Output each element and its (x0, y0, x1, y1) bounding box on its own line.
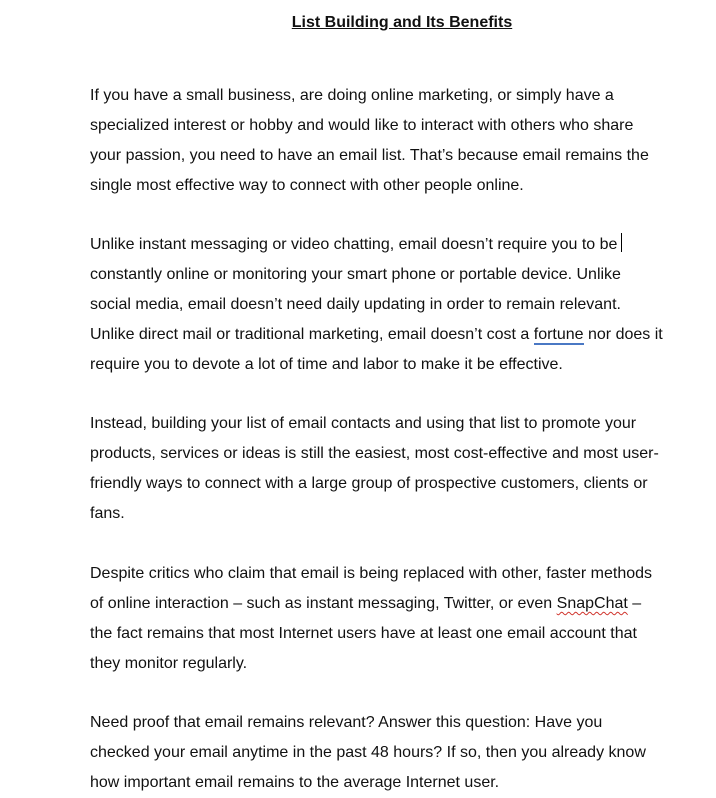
misspelled-word[interactable]: SnapChat (556, 595, 628, 612)
paragraph-line-text: Unlike direct mail or traditional marketing, email doesn’t cost a (90, 326, 534, 343)
document-title: List Building and Its Benefits (291, 14, 513, 31)
text-cursor (621, 233, 622, 252)
paragraph-line-text: – (627, 595, 642, 612)
paragraph-line-text: of online interaction – such as instant messaging, Twitter, or even (90, 595, 557, 612)
paragraph-line: the fact remains that most Internet users have at least one email account that (90, 625, 637, 642)
paragraph-1 (90, 81, 716, 201)
paragraph-line-with-marked-word (90, 320, 716, 350)
paragraph-line: your passion, you need to have an email list. That’s because email remains the (90, 147, 649, 164)
paragraph-line: friendly ways to connect with a large group of prospective customers, clients or (90, 475, 648, 492)
paragraph-4 (90, 559, 716, 679)
paragraph-line: constantly online or monitoring your smart phone or portable device. Unlike (90, 266, 621, 283)
paragraph-line: Instead, building your list of email contacts and using that list to promote your (90, 415, 637, 432)
paragraph-line: specialized interest or hobby and would like to interact with others who share (90, 117, 634, 134)
paragraph-line: fans. (90, 505, 125, 522)
paragraph-line: social media, email doesn’t need daily updating in order to remain relevant. (90, 296, 621, 313)
paragraph-line: require you to devote a lot of time and labor to make it be effective. (90, 356, 563, 373)
paragraph-line: products, services or ideas is still the easiest, most cost-effective and most user- (90, 445, 659, 462)
paragraph-line: single most effective way to connect with other people online. (90, 177, 524, 194)
paragraph-5 (90, 708, 716, 798)
paragraph-line: checked your email anytime in the past 48 hours? If so, then you already know (90, 744, 646, 761)
paragraph-line: how important email remains to the average Internet user. (90, 774, 500, 791)
paragraph-line: If you have a small business, are doing online marketing, or simply have a (90, 87, 614, 104)
paragraph-line: Despite critics who claim that email is being replaced with other, faster methods (90, 565, 653, 582)
paragraph-line-text: Unlike instant messaging or video chatting, email doesn’t require you to be (90, 236, 618, 253)
paragraph-line-text: nor does it (583, 326, 663, 343)
paragraph-line-with-cursor (90, 230, 716, 260)
paragraph-line-with-misspelling (90, 589, 716, 619)
paragraph-line: Need proof that email remains relevant? Answer this question: Have you (90, 714, 603, 731)
paragraph-3 (90, 409, 716, 529)
paragraph-2 (90, 230, 716, 380)
grammar-marked-word[interactable]: fortune (533, 326, 584, 343)
paragraph-line: they monitor regularly. (90, 655, 248, 672)
